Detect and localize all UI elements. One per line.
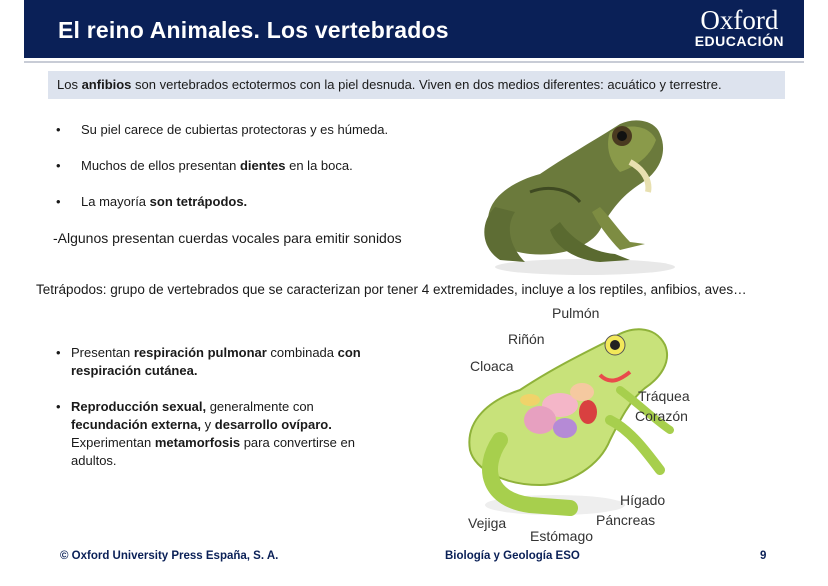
intro-bold: anfibios	[81, 77, 132, 92]
header-divider	[24, 61, 804, 63]
footer-subject: Biología y Geología ESO	[445, 550, 580, 562]
label-vejiga: Vejiga	[468, 515, 507, 531]
list-item: • Su piel carece de cubiertas protectoras y es húmeda.	[56, 122, 388, 158]
brand-sub: EDUCACIÓN	[694, 33, 784, 49]
feature-list-2	[56, 344, 386, 488]
frog-photo	[470, 112, 685, 277]
label-pancreas: Páncreas	[596, 512, 656, 528]
list-item: • Presentan respiración pulmonar combinada con respiración cutánea.	[56, 344, 386, 380]
feature-list	[56, 122, 388, 230]
page-number: 9	[760, 550, 767, 562]
label-higado: Hígado	[620, 492, 666, 508]
intro-text: Los	[57, 77, 82, 92]
frog-anatomy-illustration	[460, 300, 720, 550]
label-pulmon: Pulmón	[552, 305, 600, 321]
footer-copyright: © Oxford University Press España, S. A.	[60, 550, 279, 562]
slide-header	[24, 0, 804, 58]
oxford-logo	[695, 6, 784, 49]
vocal-cords-note: -Algunos presentan cuerdas vocales para emitir sonidos	[53, 230, 402, 246]
label-traquea: Tráquea	[638, 388, 690, 404]
list-item: • Muchos de ellos presentan dientes en la boca.	[56, 158, 388, 194]
list-item: • Reproducción sexual, generalmente con fecundación externa, y desarrollo ovíparo. Experimentan metamorfosis para convertirse en adultos.	[56, 398, 386, 470]
label-estomago: Estómago	[530, 528, 594, 544]
intro-text-rest: son vertebrados ectotermos con la piel desnuda. Viven en dos medios diferentes: acuático y terrestre.	[131, 77, 722, 92]
list-item: • La mayoría son tetrápodos.	[56, 194, 388, 230]
label-rinon: Riñón	[508, 331, 545, 347]
brand-name: Oxford	[700, 5, 779, 35]
intro-box	[48, 71, 785, 99]
tetrapod-definition: Tetrápodos: grupo de vertebrados que se caracterizan por tener 4 extremidades, incluye a los reptiles, anfibios, aves…	[36, 282, 747, 297]
label-corazon: Corazón	[635, 408, 688, 424]
frog-anatomy-diagram	[460, 300, 720, 550]
label-cloaca: Cloaca	[470, 358, 514, 374]
slide-title: El reino Animales. Los vertebrados	[58, 17, 449, 43]
